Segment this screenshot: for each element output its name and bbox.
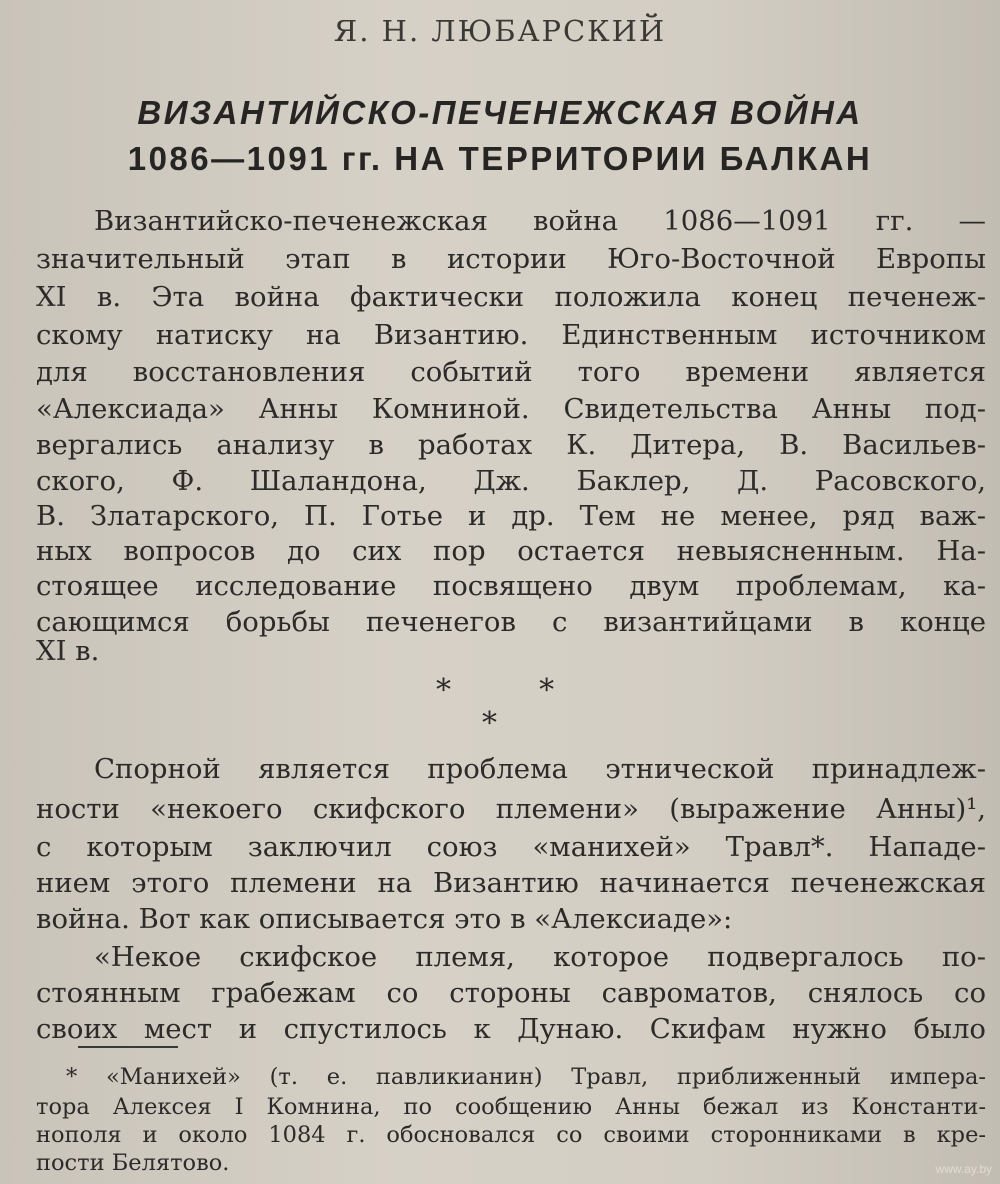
paragraph-line: стоящее исследование посвящено двум проблемам, ка-	[36, 570, 986, 602]
paragraph-line: XI в. Эта война фактически положила конец печенеж-	[36, 281, 986, 313]
footnote-rule	[78, 1046, 178, 1048]
article-title-line-2: 1086—1091 гг. НА ТЕРРИТОРИИ БАЛКАН	[127, 140, 873, 177]
paragraph-line: для восстановления событий того времени является	[36, 356, 986, 388]
quotation-line: стоянным грабежам со стороны савроматов, снялось со	[36, 977, 986, 1009]
footnote-line: нополя и около 1084 г. обосновался со своими сторонниками в кре-	[36, 1122, 986, 1148]
paragraph-line: нием этого племени на Византию начинается печенежская	[36, 867, 986, 899]
paragraph-line: вергались анализу в работах К. Дитера, В. Васильев-	[36, 429, 986, 461]
paragraph-line: сающимся борьбы печенегов с византийцами в конце	[36, 606, 986, 638]
paragraph-line: ных вопросов до сих пор остается невыясненным. На-	[36, 535, 986, 567]
paragraph-line: с которым заключил союз «манихей» Травл*. Нападе-	[36, 831, 986, 863]
footnote-line: * «Манихей» (т. е. павликианин) Травл, приближенный импера-	[66, 1064, 986, 1090]
quotation-line: «Некое скифское племя, которое подвергалось по-	[94, 941, 986, 973]
footnote-line: пости Белятово.	[36, 1150, 230, 1176]
paragraph-line: Спорной является проблема этнической принадлеж-	[94, 753, 986, 785]
paragraph-line: значительный этап в истории Юго-Восточной Европы	[36, 243, 986, 275]
paragraph-line: ности «некоего скифского племени» (выражение Анны)¹,	[36, 793, 986, 825]
watermark: www.ay.by	[935, 1162, 992, 1176]
running-header-author: Я. Н. ЛЮБАРСКИЙ	[333, 14, 667, 48]
paragraph-line: ского, Ф. Шаландона, Дж. Баклер, Д. Расовского,	[36, 465, 986, 497]
section-separator-bottom: *	[482, 706, 497, 741]
paragraph-line: скому натиску на Византию. Единственным источником	[36, 319, 986, 351]
paragraph-line: война. Вот как описывается это в «Алексиаде»:	[36, 903, 733, 935]
section-separator-top: * *	[436, 673, 565, 708]
paragraph-line: Византийско-печенежская война 1086—1091 гг. —	[94, 205, 986, 237]
article-title-line-1: ВИЗАНТИЙСКО-ПЕЧЕНЕЖСКАЯ ВОЙНА	[137, 94, 863, 131]
quotation-line: своих мест и спустилось к Дунаю. Скифам нужно было	[36, 1013, 986, 1045]
paragraph-line: В. Златарского, П. Готье и др. Тем не менее, ряд важ-	[36, 500, 986, 532]
paragraph-line: XI в.	[36, 635, 100, 667]
footnote-line: тора Алексея I Комнина, по сообщению Анны бежал из Константи-	[36, 1094, 986, 1120]
paragraph-line: «Алексиада» Анны Комниной. Свидетельства Анны под-	[36, 393, 986, 425]
